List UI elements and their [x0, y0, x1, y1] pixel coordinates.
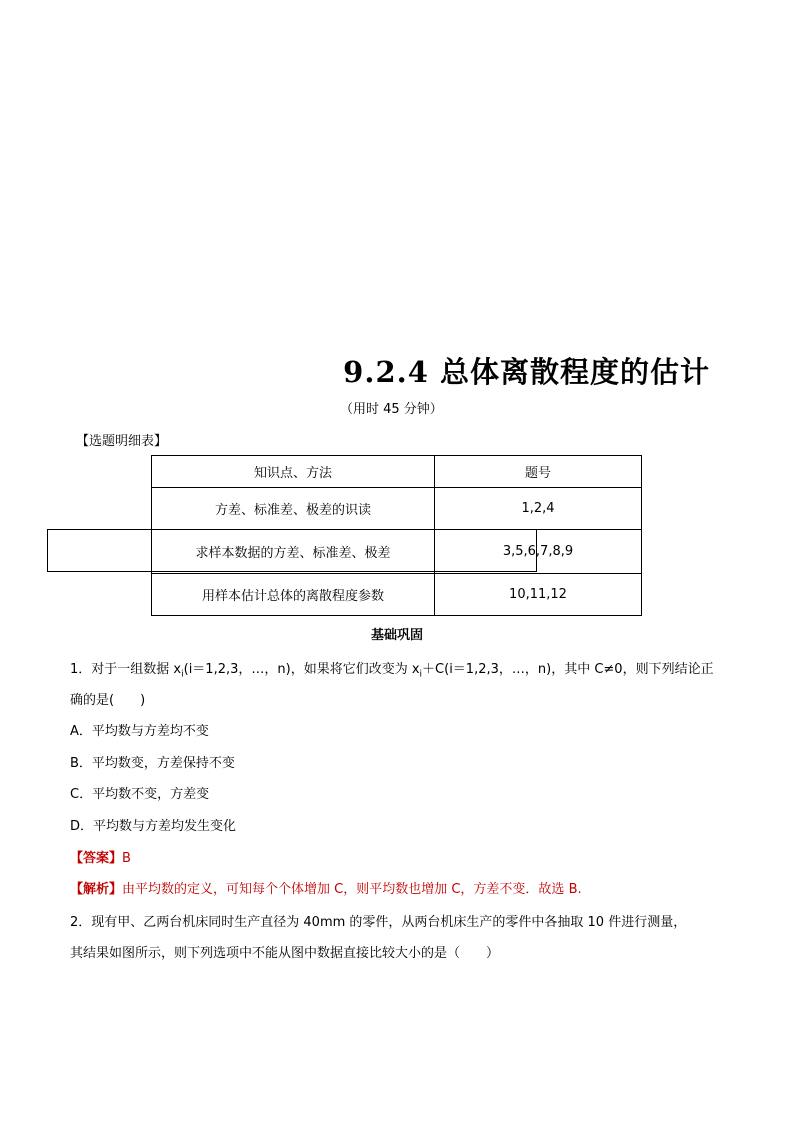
answer-value: B [122, 851, 131, 866]
table-row [152, 488, 642, 530]
table-cell-numbers: 3,5,6,7,8,9 [435, 530, 642, 574]
page-title: 9.2.4 总体离散程度的估计 [343, 355, 710, 389]
table-cell-topic: 方差、标准差、极差的识读 [152, 488, 435, 530]
q1-option-c: C．平均数不变，方差变 [70, 787, 210, 802]
q1-option-d: D．平均数与方差均发生变化 [70, 819, 237, 834]
table-section-label: 【选题明细表】 [76, 434, 168, 449]
table-header-topic: 知识点、方法 [152, 456, 435, 488]
table-cell-topic: 求样本数据的方差、标准差、极差 [152, 530, 435, 574]
q1-stem-part-a: 1．对于一组数据 x [70, 662, 182, 677]
table-header-row [152, 456, 642, 488]
analysis-text: 由平均数的定义，可知每个个体增加 C，则平均数也增加 C，方差不变．故选 B. [122, 882, 582, 897]
table-row [152, 574, 642, 616]
q1-stem-part-b: (i＝1,2,3，…，n)，如果将它们改变为 x [183, 662, 420, 677]
q1-subscript-i: i [419, 669, 423, 680]
answer-label: 【答案】 [70, 851, 123, 866]
table-cell-topic: 用样本估计总体的离散程度参数 [152, 574, 435, 616]
table-cell-numbers: 10,11,12 [435, 574, 642, 616]
q1-answer [70, 847, 131, 866]
q1-stem-line2: 确的是( ) [70, 693, 146, 708]
q2-stem-line1: 2．现有甲、乙两台机床同时生产直径为 40mm 的零件，从两台机床生产的零件中各抽取 10 件进行测量， [70, 915, 687, 930]
misaligned-table-border [47, 529, 537, 572]
table-cell-numbers: 1,2,4 [435, 488, 642, 530]
q1-stem-part-c: ＋C(i＝1,2,3，…，n)，其中 C≠0，则下列结论正 [422, 662, 714, 677]
q1-analysis [70, 878, 582, 897]
time-limit-note: （用时 45 分钟） [340, 402, 443, 417]
section-heading-basics: 基础巩固 [370, 628, 423, 643]
q1-stem-line1 [70, 658, 714, 680]
q1-subscript-i: i [181, 669, 184, 680]
q1-option-b: B．平均数变，方差保持不变 [70, 756, 235, 771]
q1-option-a: A．平均数与方差均不变 [70, 724, 209, 739]
q2-stem-line2: 其结果如图所示，则下列选项中不能从图中数据直接比较大小的是（ ） [70, 946, 500, 961]
analysis-label: 【解析】 [70, 882, 123, 897]
table-header-numbers: 题号 [435, 456, 642, 488]
